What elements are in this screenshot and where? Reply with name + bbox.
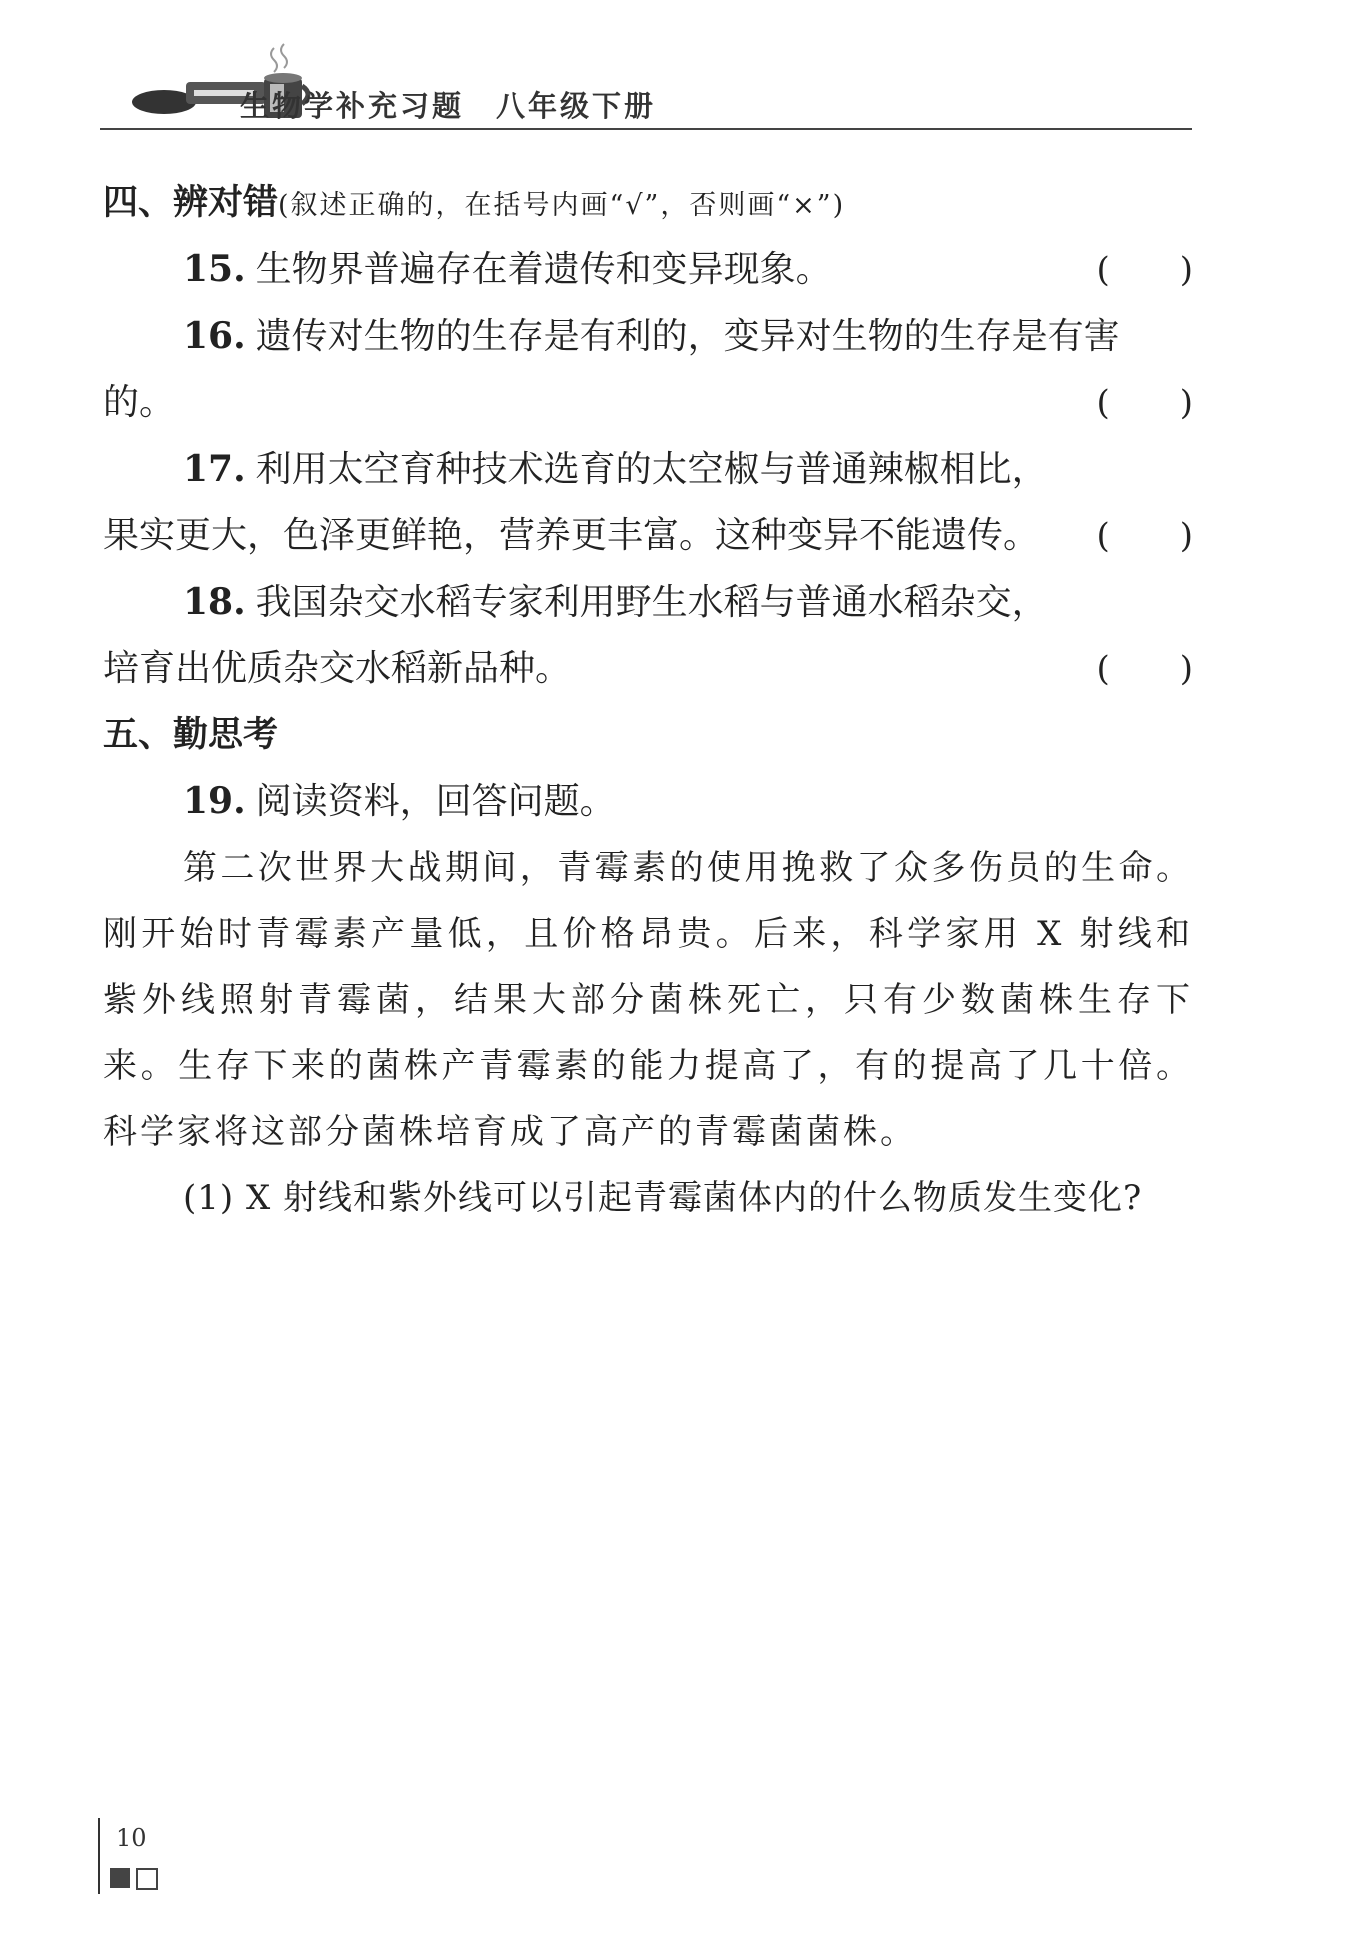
question-16 xyxy=(103,303,1193,436)
answer-bracket[interactable]: ( ) xyxy=(1096,516,1193,556)
book-title: 生物学补充习题 八年级下册 xyxy=(240,89,657,123)
question-number: 17. xyxy=(183,448,246,490)
question-number: 19. xyxy=(183,780,246,822)
section-4-heading xyxy=(103,170,1193,236)
question-18 xyxy=(103,569,1193,702)
section-5-title: 五、勤思考 xyxy=(103,715,279,755)
question-17 xyxy=(103,436,1193,569)
question-19 xyxy=(103,768,1193,835)
page-header xyxy=(100,40,1192,130)
reading-passage: 第二次世界大战期间，青霉素的使用挽救了众多伤员的生命。刚开始时青霉素产量低，且价格昂贵。后来，科学家用 X 射线和紫外线照射青霉菌，结果大部分菌株死亡，只有少数菌株生存下来。生存下来的菌株产青霉素的能力提高了，有的提高了几十倍。科学家将这部分菌株培育成了高产的青霉菌菌株。 xyxy=(103,848,1193,1152)
question-text: 利用太空育种技术选育的太空椒与普通辣椒相比，果实更大，色泽更鲜艳，营养更丰富。这种变异不能遗传。 xyxy=(103,449,1048,556)
answer-bracket[interactable]: ( ) xyxy=(1096,383,1193,423)
question-text: 阅读资料，回答问题。 xyxy=(255,781,616,822)
question-text: 遗传对生物的生存是有利的，变异对生物的生存是有害的。 xyxy=(103,316,1120,423)
answer-bracket[interactable]: ( ) xyxy=(1096,649,1193,689)
section-4-title: 四、辨对错 xyxy=(103,183,279,223)
question-number: 16. xyxy=(183,315,246,357)
empty-square-icon xyxy=(136,1868,158,1890)
header-divider xyxy=(100,128,1192,130)
question-text: 生物界普遍存在着遗传和变异现象。 xyxy=(255,249,832,290)
question-text: 我国杂交水稻专家利用野生水稻与普通水稻杂交，培育出优质杂交水稻新品种。 xyxy=(103,582,1048,689)
section-4-instruction: (叙述正确的，在括号内画“√”，否则画“×”) xyxy=(278,190,846,221)
page-content xyxy=(103,170,1193,1231)
page-number: 10 xyxy=(116,1824,147,1852)
question-number: 15. xyxy=(183,248,246,290)
filled-square-icon xyxy=(110,1868,130,1888)
sub-question-1: (1) X 射线和紫外线可以引起青霉菌体内的什么物质发生变化? xyxy=(183,1178,1143,1218)
question-15 xyxy=(103,236,1193,303)
footer-rule xyxy=(98,1818,100,1894)
answer-bracket[interactable]: ( ) xyxy=(1096,250,1193,290)
question-number: 18. xyxy=(183,581,246,623)
